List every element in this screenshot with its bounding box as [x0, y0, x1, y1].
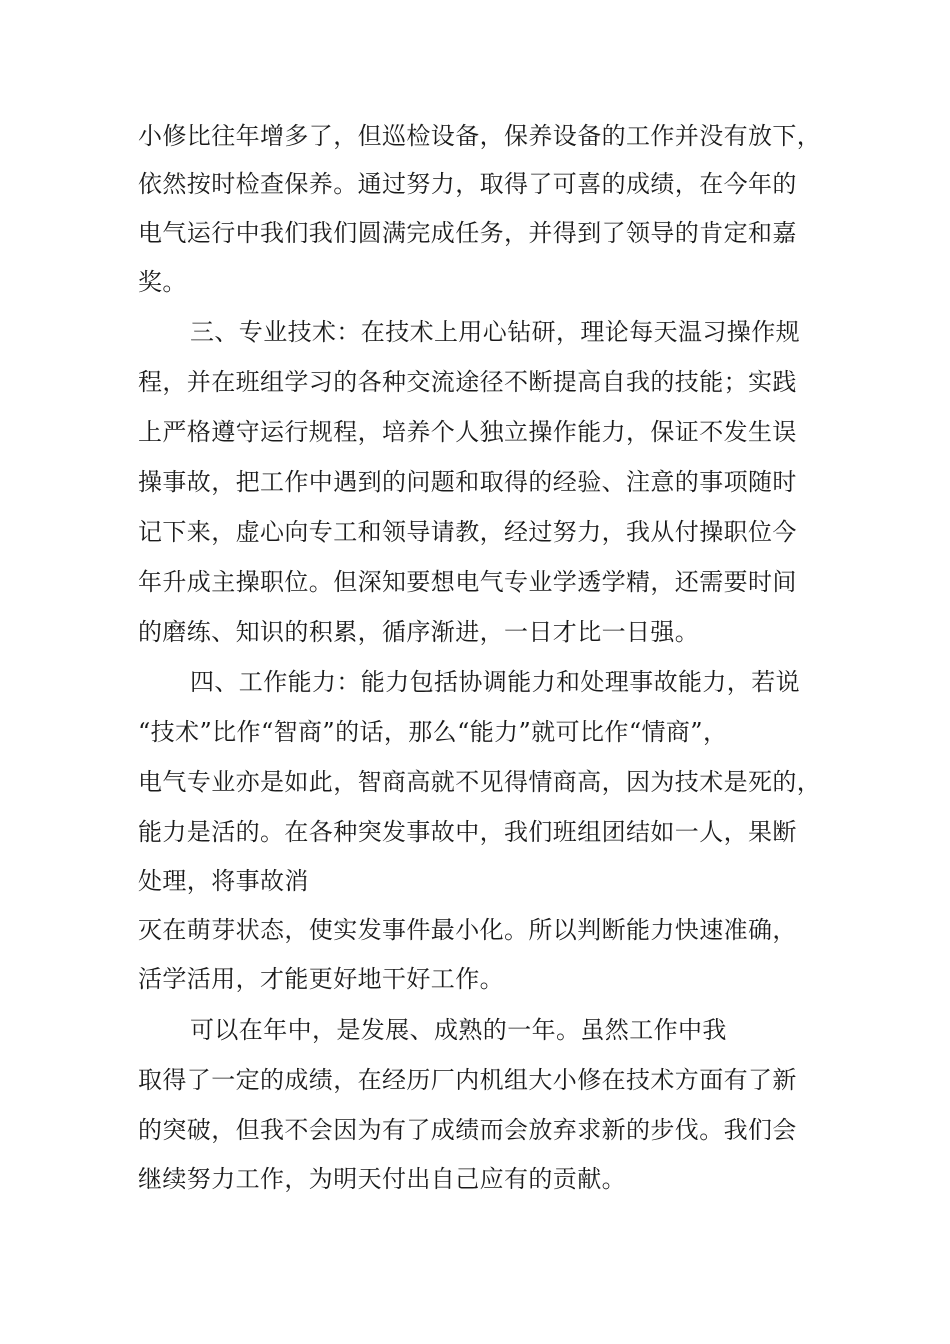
text-line: 活学活用，才能更好地干好工作。	[138, 965, 504, 993]
text-line: 处理，将事故消	[138, 867, 309, 895]
text-line: 年升成主操职位。但深知要想电气专业学透学精，还需要时间	[138, 568, 797, 596]
text-line: 三、专业技术：在技术上用心钻研，理论每天温习操作规	[190, 318, 800, 346]
text-line: 电气专业亦是如此，智商高就不见得情商高，因为技术是死的，	[138, 768, 822, 796]
text-line: 的突破，但我不会因为有了成绩而会放弃求新的步伐。我们会	[138, 1116, 797, 1144]
text-line: 继续努力工作，为明天付出自己应有的贡献。	[138, 1165, 626, 1193]
text-line: 操事故，把工作中遇到的问题和取得的经验、注意的事项随时	[138, 468, 797, 496]
text-line: 电气运行中我们我们圆满完成任务，并得到了领导的肯定和嘉	[138, 219, 797, 247]
text-line: 取得了一定的成绩，在经历厂内机组大小修在技术方面有了新	[138, 1066, 797, 1094]
text-line: 记下来，虚心向专工和领导请教，经过努力，我从付操职位今	[138, 518, 797, 546]
text-line: 程，并在班组学习的各种交流途径不断提高自我的技能；实践	[138, 368, 797, 396]
text-line: 奖。	[138, 268, 187, 296]
text-line: 可以在年中，是发展、成熟的一年。虽然工作中我	[190, 1016, 727, 1044]
text-line: 依然按时检查保养。通过努力，取得了可喜的成绩，在今年的	[138, 170, 797, 198]
text-line: 小修比往年增多了，但巡检设备，保养设备的工作并没有放下，	[138, 122, 822, 150]
text-line: 灭在萌芽状态，使实发事件最小化。所以判断能力快速准确，	[138, 916, 797, 944]
text-line: 的磨练、知识的积累，循序渐进，一日才比一日强。	[138, 618, 700, 646]
text-line: 能力是活的。在各种突发事故中，我们班组团结如一人，果断	[138, 818, 797, 846]
text-line: 四、工作能力：能力包括协调能力和处理事故能力，若说	[190, 668, 800, 696]
text-line: 上严格遵守运行规程，培养个人独立操作能力，保证不发生误	[138, 418, 797, 446]
text-line: “技术”比作“智商”的话，那么“能力”就可比作“情商”，	[138, 718, 728, 746]
